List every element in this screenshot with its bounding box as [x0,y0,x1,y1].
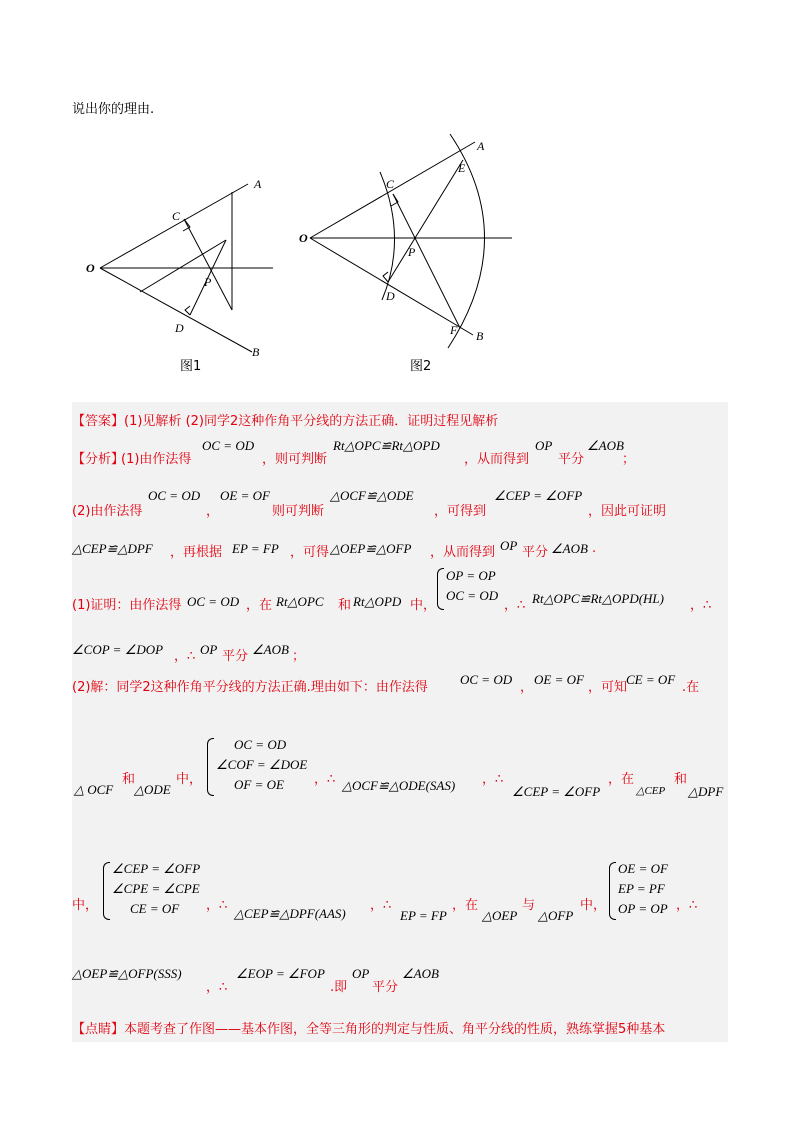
fig2-label-O: O [299,231,308,245]
proof1-e: ，∴ [504,598,526,613]
proof1-brace [437,568,444,610]
proof2-r2-sys2-1: EP = PF [618,881,665,896]
proof1-c: 和 [338,598,352,613]
analysis-l3-m2: EP = FP [232,541,279,556]
proof2-r2-system2 [618,859,668,919]
proof1-l2-c: ； [292,649,306,664]
analysis-l1-m2: Rt△OPC≌Rt△OPD [333,438,440,453]
intro-text: 说出你的理由. [72,102,155,117]
comment-line [72,1018,665,1037]
comment-tag: 【点睛】 [72,1022,125,1037]
analysis-l1-d: 平分 [558,452,585,467]
analysis-l2-b: ， [206,504,220,519]
proof2-r2-brace2 [609,862,616,920]
proof2-r2-m1: △CEP≌△DPF(AAS) [234,906,346,921]
proof2-r2-brace [103,862,110,920]
proof1-l2-b: 平分 [222,649,249,664]
proof2-r1-m1: △ OCF [74,782,114,797]
analysis-tag: 【分析】 [72,452,125,467]
fig2-caption: 图2 [410,359,432,374]
proof2-r1-m2: △ODE [134,782,171,797]
proof2-r2-sys-2: CE = OF [130,901,180,916]
proof2-r1-f: 和 [674,772,688,787]
proof2-m3: CE = OF [626,672,676,687]
proof1-f: ，∴ [690,598,712,613]
proof2-r3-a: ，∴ [206,980,228,995]
proof2-b: ， [520,680,534,695]
proof1-m4: Rt△OPC≌Rt△OPD(HL) [532,591,664,606]
proof1-l2-m1: ∠COP = ∠DOP [72,642,164,657]
analysis-l3-c: ，从而得到 [430,545,496,560]
fig1-label-A: A [254,177,262,191]
proof1-system [446,566,498,606]
proof2-m1: OC = OD [460,672,513,687]
figure-1 [80,170,290,380]
proof1-sys-1: OC = OD [446,588,499,603]
fig2-label-C: C [386,177,395,191]
analysis-l3-m4: OP [500,538,518,553]
proof2-r1-m3: △OCF≌△ODE(SAS) [342,778,456,793]
proof2-r2-sys-0: ∠CEP = ∠OFP [112,861,201,876]
proof2-r2-m3: △OEP [482,908,518,923]
analysis-l3-e: . [592,541,597,556]
analysis-l3-d: 平分 [522,545,549,560]
proof1-d: 中， [410,598,437,613]
proof1-m3: Rt△OPD [353,594,402,609]
analysis-l1-m4: ∠AOB [587,438,624,453]
proof1-m1: OC = OD [187,594,240,609]
fig2-label-A: A [477,139,485,153]
analysis-l1-e: ； [622,452,636,467]
proof2-r1-d: ，∴ [482,772,504,787]
proof2-r1-m4: ∠CEP = ∠OFP [512,784,601,799]
analysis-l3-b: ，可得 [290,545,330,560]
analysis-l1-m1: OC = OD [202,438,255,453]
proof2-r1-b: 中， [176,772,203,787]
analysis-l1-b: ，则可判断 [262,452,328,467]
proof2-r3-m3: OP [352,966,370,981]
proof2-r3-m2: ∠EOP = ∠FOP [236,966,325,981]
proof1-l2-a: ，∴ [174,649,196,664]
fig1-label-D: D [175,321,184,335]
proof2-r1-a: 和 [122,772,136,787]
proof1-l2-m3: ∠AOB [252,642,289,657]
fig2-label-B: B [476,329,484,343]
proof1-b: ，在 [246,598,273,613]
analysis-l2-m3: △OCF≌△ODE [330,488,414,503]
analysis-l3-a: ，再根据 [170,545,223,560]
analysis-l1-a: (1)由作法得 [121,452,192,467]
proof2-r2-sys2-0: OE = OF [618,861,668,876]
proof2-r2-m2: EP = FP [400,908,447,923]
proof2-r3-m4: ∠AOB [402,966,439,981]
fig1-label-O: O [86,261,95,275]
proof2-r2-a: 中， [72,898,99,913]
proof2-r1-sys-1: ∠COF = ∠DOE [216,757,308,772]
answer-text: (1)见解析 (2)同学2这种作角平分线的方法正确．证明过程见解析 [124,414,499,429]
fig2-label-P: P [408,245,416,259]
proof2-r2-d: ，在 [452,898,479,913]
proof2-r2-f: 中， [580,898,607,913]
proof2-r1-e: ，在 [608,772,635,787]
proof1-l2-m2: OP [200,642,218,657]
comment-text: 本题考查了作图——基本作图，全等三角形的判定与性质、角平分线的性质，熟练掌握5种基本 [124,1022,666,1037]
proof1-sys-0: OP = OP [446,568,496,583]
fig1-label-B: B [252,345,260,359]
proof2-r2-sys2-2: OP = OP [618,901,668,916]
analysis-l2-a: (2)由作法得 [72,504,143,519]
analysis-l2-m2: OE = OF [220,488,270,503]
proof2-r1-brace [207,738,214,796]
analysis-l1-m3: OP [535,438,553,453]
proof2-r2-c: ，∴ [370,898,392,913]
analysis-l2-m1: OC = OD [148,488,201,503]
fig1-label-C: C [172,209,181,223]
analysis-l3-m1: △CEP≌△DPF [72,541,153,556]
proof2-m2: OE = OF [534,672,584,687]
proof2-d: .在 [682,680,700,695]
figure-2 [290,130,530,380]
fig2-label-D: D [386,289,395,303]
analysis-l1-c: ，从而得到 [464,452,530,467]
analysis-l3-m5: ∠AOB [551,541,588,556]
proof2-r3-m1: △OEP≌△OFP(SSS) [72,966,182,981]
proof1-a: (1)证明：由作法得 [72,598,182,613]
proof2-r1-sys-0: OC = OD [234,737,287,752]
proof2-r3-c: 平分 [372,980,399,995]
answer-line [72,410,498,429]
proof2-r1-system [216,735,307,795]
fig2-label-E: E [458,161,466,175]
proof1-m2: Rt△OPC [276,594,324,609]
proof2-r2-m4: △OFP [538,908,574,923]
fig2-label-F: F [450,323,458,337]
fig1-label-P: P [204,275,212,289]
proof2-c: ，可知 [588,680,628,695]
proof2-r1-c: ，∴ [314,772,336,787]
proof2-r3-b: .即 [330,980,348,995]
proof2-r1-m5: △CEP [636,785,666,797]
fig1-caption: 图1 [180,359,202,374]
proof2-r2-e: 与 [522,898,536,913]
proof2-r2-g: ，∴ [676,898,698,913]
proof2-r1-sys-2: OF = OE [234,777,284,792]
proof2-a: (2)解：同学2这种作角平分线的方法正确.理由如下：由作法得 [72,680,428,695]
analysis-l2-d: ，可得到 [434,504,487,519]
proof2-r2-sys-1: ∠CPE = ∠CPE [112,881,200,896]
analysis-l2-c: 则可判断 [272,504,325,519]
answer-tag: 【答案】 [72,414,125,429]
analysis-l3-m3: △OEP≌△OFP [330,541,412,556]
analysis-l2-e: ，因此可证明 [588,504,667,519]
proof2-r1-m6: △DPF [688,784,724,799]
proof2-r2-system [112,859,200,919]
analysis-l2-m4: ∠CEP = ∠OFP [494,488,583,503]
proof2-r2-b: ，∴ [206,898,228,913]
